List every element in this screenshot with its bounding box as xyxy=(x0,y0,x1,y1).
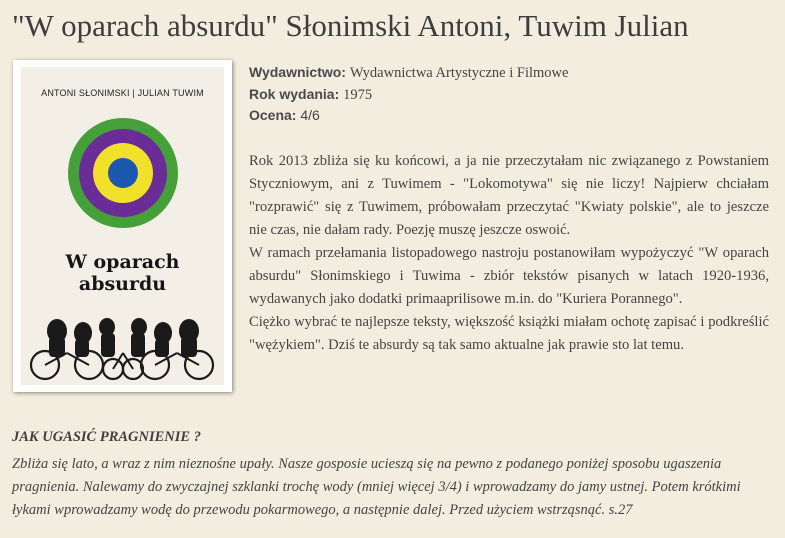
review-paragraph: Ciężko wybrać te najlepsze teksty, większość książki miałam ochotę zapisać i podkreślić "wężykiem". Dziś te absurdy są tak samo aktualne jak prawie sto lat temu. xyxy=(249,314,769,353)
publisher-value: Wydawnictwa Artystyczne i Filmowe xyxy=(349,65,569,81)
rating-label: Ocena: xyxy=(249,107,297,123)
target-center xyxy=(108,158,138,188)
cover-title-line2: absurdu xyxy=(78,273,167,295)
publisher-row xyxy=(249,62,568,84)
cyclists-illustration xyxy=(27,313,218,383)
book-metadata xyxy=(249,62,568,126)
year-label: Rok wydania: xyxy=(249,85,340,102)
target-emblem-icon xyxy=(68,118,178,228)
quote-heading: JAK UGASIĆ PRAGNIENIE ? xyxy=(12,429,201,445)
year-value: 1975 xyxy=(343,86,373,103)
book-cover xyxy=(21,67,224,385)
cover-authors: ANTONI SŁONIMSKI | JULIAN TUWIM xyxy=(41,88,204,98)
review-paragraph: Rok 2013 zbliża się ku końcowi, a ja nie przeczytałam nic związanego z Powstaniem Styczniowym, ani z Tuwimem - "Lokomotywa" się nie liczy! Najpierw chciałam "rozprawić" się z Tuwimem, próbowałam przeczytać "Kwiaty polskie", ale to jeszcze nie czas, nie dałam rady. Poezję muszę jeszcze oswoić. xyxy=(249,153,769,238)
year-row xyxy=(249,84,568,106)
review-body xyxy=(249,150,769,357)
post-title[interactable]: "W oparach absurdu" Słonimski Antoni, Tuwim Julian xyxy=(12,8,689,43)
cover-book-title xyxy=(21,251,224,295)
rating-value: 4/6 xyxy=(300,107,320,123)
cover-title-line1: W oparach xyxy=(65,251,180,273)
rating-row xyxy=(249,105,568,126)
quote-text: Zbliża się lato, a wraz z nim nieznośne upały. Nasze gosposie ucieszą się na pewno z podanego poniżej sposobu ugaszenia pragnienia. Nalewamy do zwyczajnej szklanki trochę wody (mniej więcej 3/4) i wprowadzamy do jamy ustnej. Potem krótkimi łykami wprowadzamy wodę do przewodu pokarmowego, a następnie dalej. Przed użyciem wstrząsnąć. s.27 xyxy=(12,456,741,518)
publisher-label: Wydawnictwo: xyxy=(249,64,346,80)
review-paragraph: W ramach przełamania listopadowego nastroju postanowiłam wypożyczyć "W oparach absurdu" Słonimskiego i Tuwima - zbiór tekstów pisanych w latach 1920-1936, wydawanych jako dodatki primaaprilisowe m.in. do "Kuriera Porannego". xyxy=(249,245,769,307)
book-cover-image xyxy=(13,60,232,392)
